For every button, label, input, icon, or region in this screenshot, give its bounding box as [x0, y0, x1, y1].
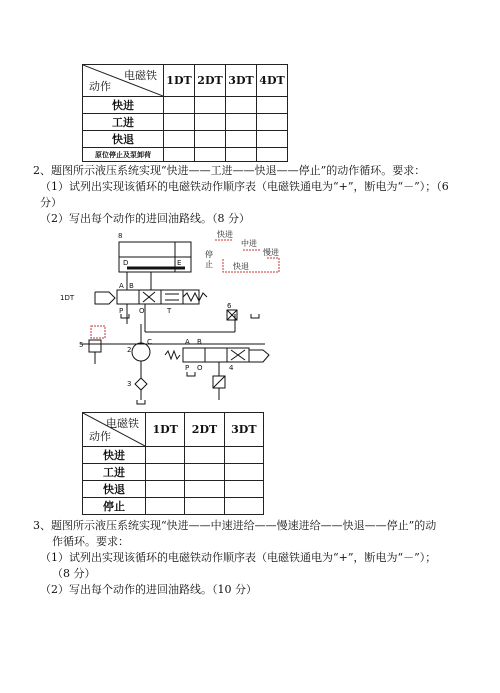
question-3-line-2b: （8 分） [52, 567, 96, 580]
label-fast-back: 快退 [233, 262, 249, 271]
table-cell [185, 464, 224, 481]
column-header: 1DT [146, 413, 185, 447]
table-cell [146, 481, 185, 498]
question-3-line-1: 3、题图所示液压系统实现“快进——中速进给——慢速进给——快退——停止”的动 [33, 519, 437, 532]
label-8: 8 [118, 232, 123, 240]
label-stop: 停止 [205, 250, 213, 269]
label-2: 2 [127, 346, 132, 354]
row-label: 快进 [83, 97, 164, 114]
table-cell [185, 498, 224, 515]
table-cell [164, 131, 195, 148]
table-cell [224, 481, 263, 498]
label-b2: B [197, 338, 202, 346]
table-cell [164, 114, 195, 131]
question-3-line-3: （2）写出每个动作的进回油路线。（10 分） [40, 583, 257, 596]
table-cell [224, 498, 263, 515]
table-cell [195, 131, 226, 148]
table-cell [195, 97, 226, 114]
row-label: 快进 [83, 447, 146, 464]
row-label: 停止 [83, 498, 146, 515]
question-2-line-2b: 分） [40, 196, 62, 209]
question-3-line-2: （1）试列出实现该循环的电磁铁动作顺序表（电磁铁通电为“+”，断电为“－”）； [40, 551, 437, 564]
table-cell [146, 498, 185, 515]
label-o1: O [139, 307, 145, 315]
column-header: 2DT [185, 413, 224, 447]
label-p2: P [185, 364, 190, 372]
label-a2: A [185, 338, 190, 346]
table-cell [226, 148, 257, 162]
row-label: 原位停止及泵卸荷 [83, 148, 164, 162]
table-row [83, 97, 288, 114]
label-3: 3 [127, 380, 132, 388]
question-2-line-1: 2、题图所示液压系统实现“快进——工进——快退——停止”的动作循环。要求： [33, 164, 426, 177]
label-o2: O [197, 364, 203, 372]
table-cell [224, 447, 263, 464]
solenoid-table-2 [82, 412, 264, 515]
table-cell [185, 447, 224, 464]
header-top-label: 电磁铁 [124, 69, 157, 82]
question-3-line-1b: 作循环。要求： [52, 535, 129, 548]
label-fast-in: 快进 [217, 230, 233, 239]
table-cell [164, 148, 195, 162]
label-6: 6 [227, 302, 232, 310]
table-cell [224, 464, 263, 481]
column-header: 3DT [226, 65, 257, 97]
label-mid-in: 中进 [241, 239, 257, 248]
table-cell [257, 131, 288, 148]
label-d: D [123, 259, 129, 267]
table-cell [257, 114, 288, 131]
label-p1: P [119, 307, 124, 315]
table-row [83, 498, 264, 515]
row-label: 快退 [83, 481, 146, 498]
label-e: E [177, 259, 182, 267]
table-cell [185, 481, 224, 498]
hydraulic-circuit-diagram [55, 228, 295, 410]
table-cell [146, 464, 185, 481]
table-row [83, 114, 288, 131]
table-cell [226, 97, 257, 114]
row-label: 快退 [83, 131, 164, 148]
column-header: 1DT [164, 65, 195, 97]
table-cell [195, 114, 226, 131]
label-5: 5 [79, 341, 84, 349]
table-cell [146, 447, 185, 464]
row-label: 工进 [83, 464, 146, 481]
table-row [83, 447, 264, 464]
header-bottom-label: 动作 [89, 80, 111, 93]
column-header: 2DT [195, 65, 226, 97]
table-row [83, 464, 264, 481]
label-b1: B [129, 282, 134, 290]
circuit-drawing [55, 228, 295, 410]
label-c: C [147, 338, 152, 346]
solenoid-table-1 [82, 64, 288, 162]
label-slow-in: 慢进 [263, 248, 279, 257]
table-header-corner [83, 65, 164, 97]
table-cell [164, 97, 195, 114]
table-cell [226, 114, 257, 131]
label-a1: A [119, 282, 124, 290]
table-row [83, 481, 264, 498]
header-top-label: 电磁铁 [106, 417, 139, 430]
table-cell [257, 97, 288, 114]
label-t1: T [167, 307, 172, 315]
question-2-line-2: （1）试列出实现该循环的电磁铁动作顺序表（电磁铁通电为“+”，断电为“－”）；（6 [40, 180, 449, 193]
label-1dt: 1DT [60, 294, 75, 302]
table-row [83, 148, 288, 162]
column-header: 3DT [224, 413, 263, 447]
table-header-corner [83, 413, 146, 447]
table-row [83, 131, 288, 148]
table-cell [257, 148, 288, 162]
header-bottom-label: 动作 [89, 430, 111, 443]
row-label: 工进 [83, 114, 164, 131]
table-cell [226, 131, 257, 148]
column-header: 4DT [257, 65, 288, 97]
question-2-line-3: （2）写出每个动作的进回油路线。（8 分） [40, 212, 250, 225]
label-4: 4 [229, 364, 234, 372]
table-cell [195, 148, 226, 162]
